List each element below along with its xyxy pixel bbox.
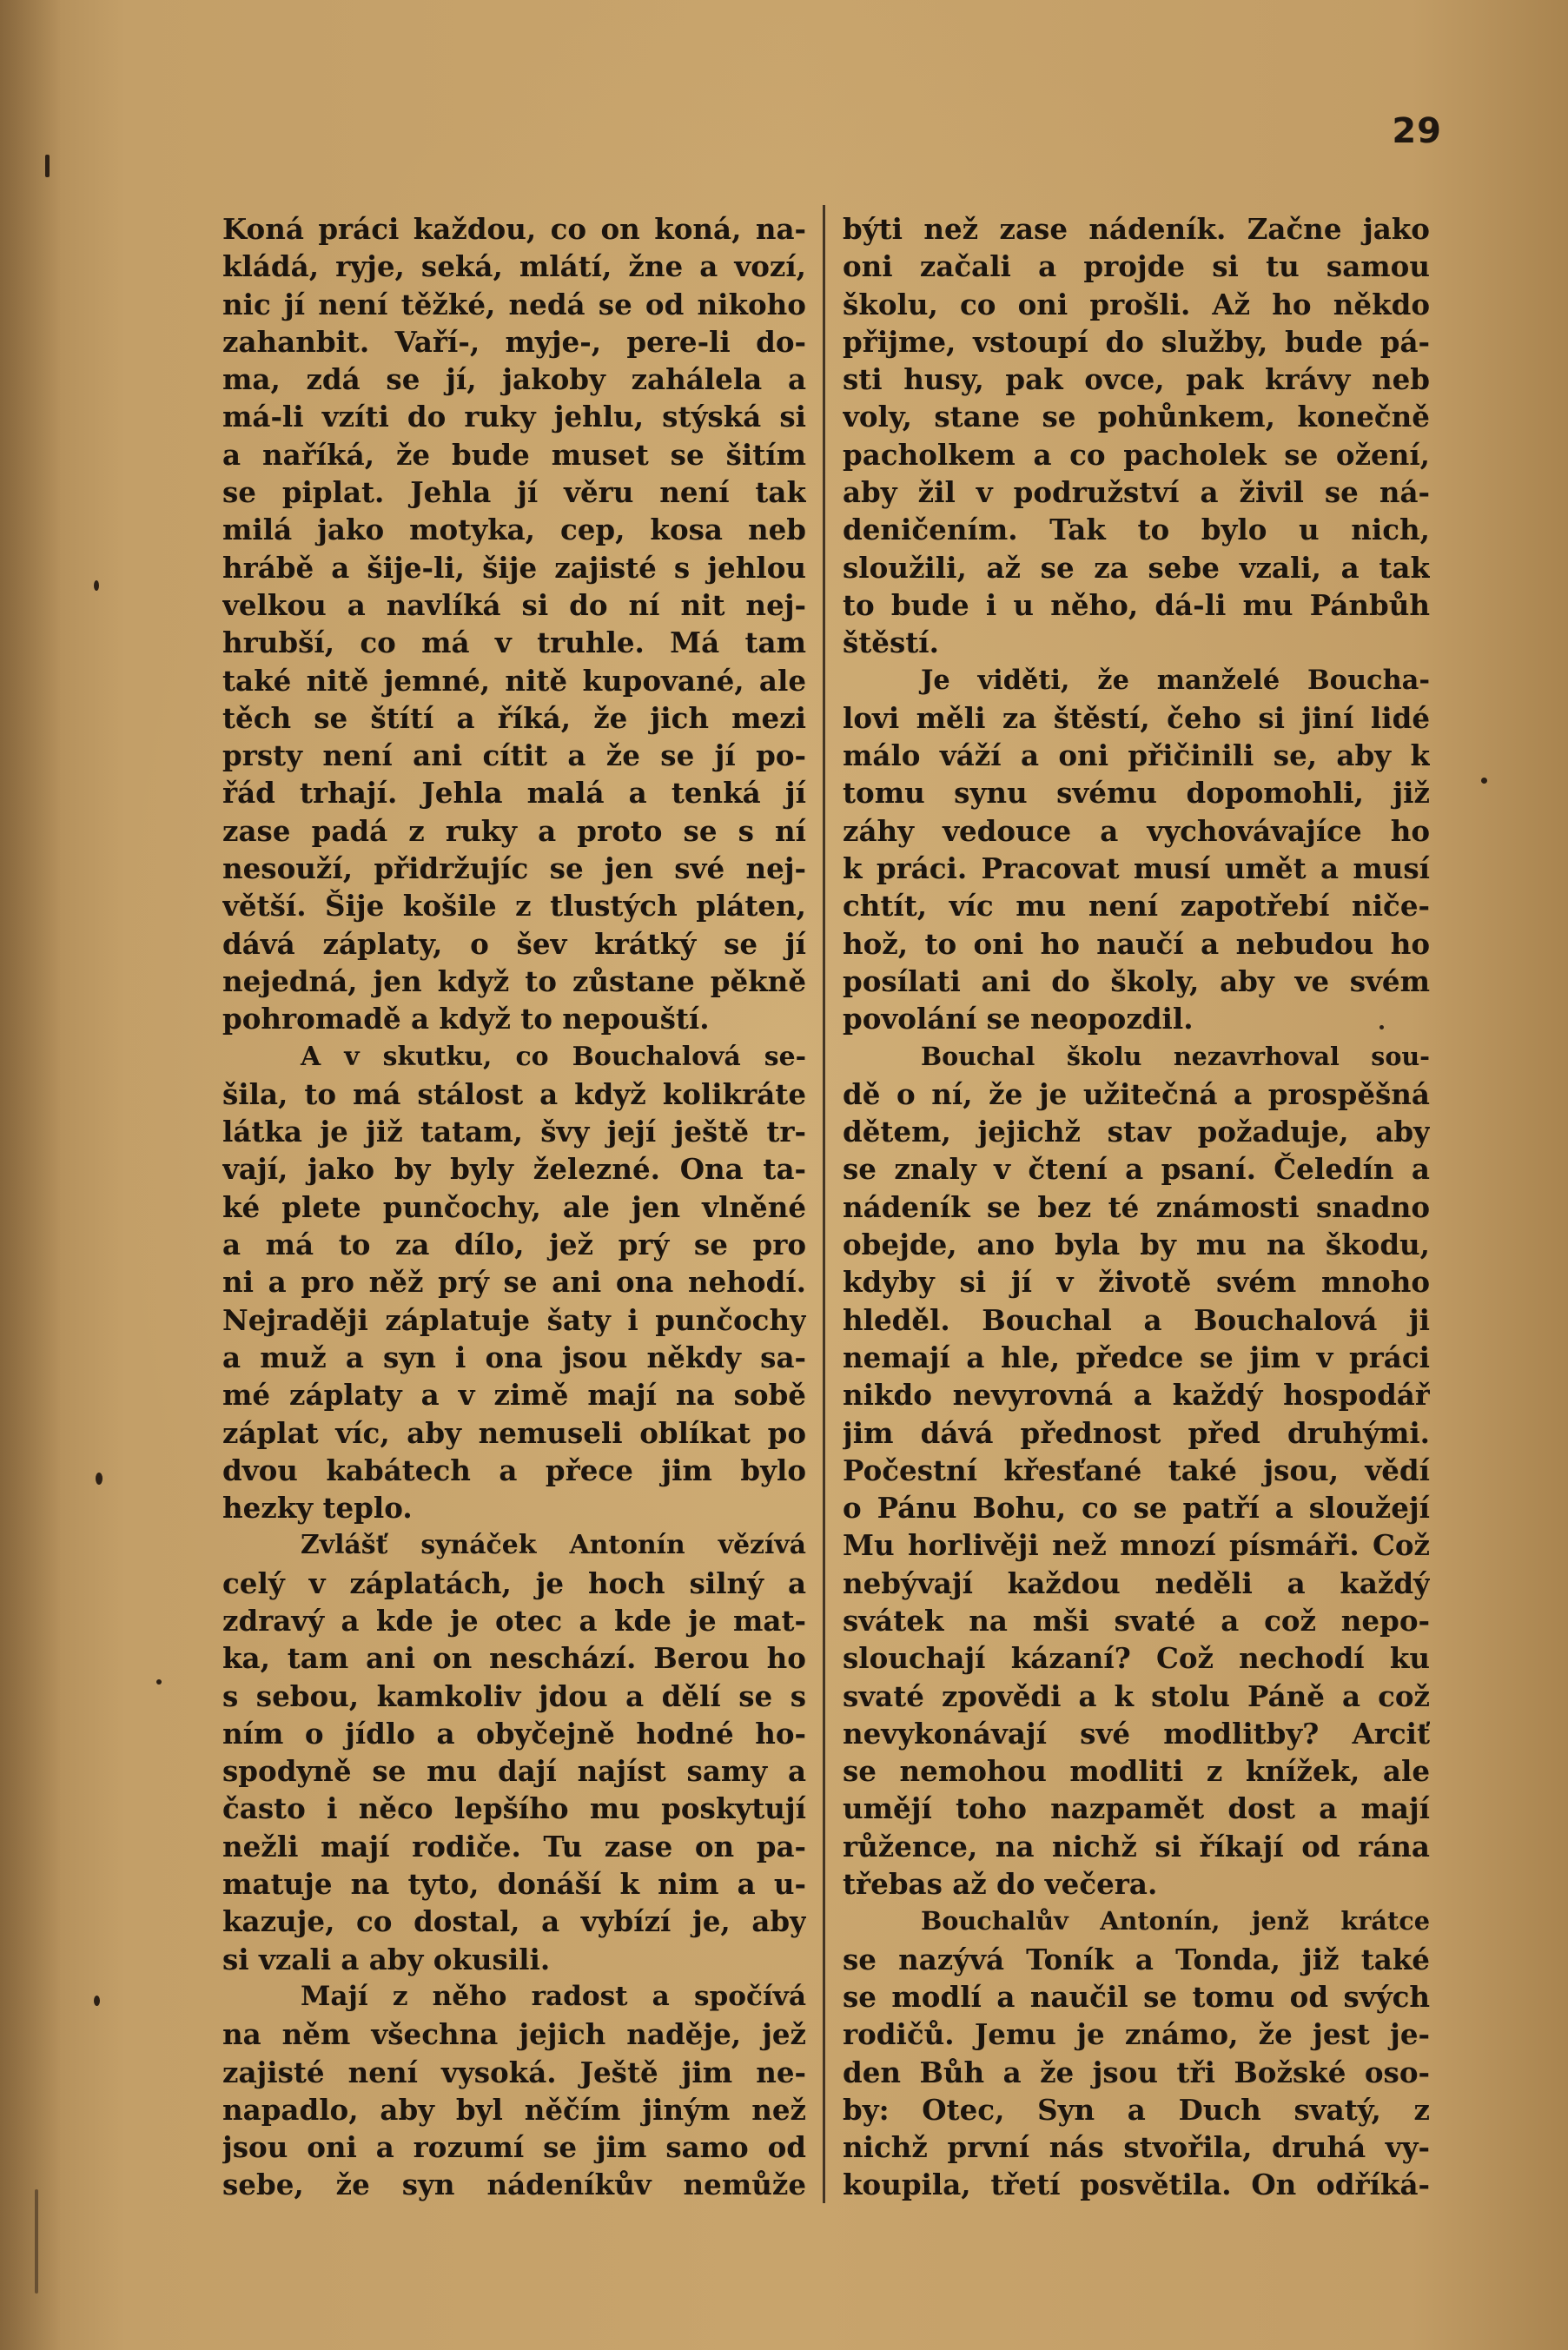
text-line: si vzali a aby okusili. bbox=[222, 1942, 551, 1976]
text-line: rodičů. Jemu je známo, že jest je- bbox=[843, 2017, 1430, 2052]
print-speck bbox=[96, 1473, 103, 1485]
text-line: spodyně se mu dají najíst samy a bbox=[222, 1754, 806, 1789]
text-line: ké plete punčochy, ale jen vlněné bbox=[222, 1189, 806, 1224]
text-line: matuje na tyto, donáší k nim a u- bbox=[222, 1867, 806, 1902]
text-line: se nazývá Toník a Tonda, již také bbox=[843, 1942, 1430, 1976]
text-line: býti než zase nádeník. Začne jako bbox=[843, 212, 1430, 246]
text-line: nemají a hle, předce se jim v práci bbox=[843, 1340, 1430, 1374]
text-line: oni začali a projde si tu samou bbox=[843, 249, 1430, 284]
text-line: často i něco lepšího mu poskytují bbox=[222, 1791, 806, 1826]
text-line: větší. Šije košile z tlustých pláten, bbox=[222, 889, 806, 923]
text-line: ma, zdá se jí, jakoby zahálela a bbox=[222, 362, 806, 397]
text-line: zahanbit. Vaří-, myje-, pere-li do- bbox=[222, 324, 806, 359]
text-line: nevykonávají své modlitby? Arciť bbox=[843, 1716, 1430, 1751]
print-speck bbox=[1481, 778, 1487, 784]
text-line: svátek na mši svaté a což nepo- bbox=[843, 1603, 1430, 1638]
text-line: Nejraději záplatuje šaty i punčochy bbox=[222, 1302, 806, 1337]
text-line: kdyby si jí v životě svém mnoho bbox=[843, 1265, 1430, 1300]
text-line: kazuje, co dostal, a vybízí je, aby bbox=[222, 1904, 806, 1939]
text-line: to bude i u něho, dá-li mu Pánbůh bbox=[843, 587, 1430, 622]
page-binding-shadow bbox=[0, 0, 61, 2350]
text-line: dětem, jejichž stav požaduje, aby bbox=[843, 1115, 1430, 1149]
text-line: s sebou, kamkoliv jdou a dělí se s bbox=[222, 1678, 806, 1713]
text-line: sloužili, až se za sebe vzali, a tak bbox=[843, 550, 1430, 585]
print-speck bbox=[94, 580, 99, 591]
text-line: nejedná, jen když to zůstane pěkně bbox=[222, 963, 806, 998]
text-line: vají, jako by byly železné. Ona ta- bbox=[222, 1152, 806, 1187]
print-speck bbox=[35, 2189, 38, 2294]
text-line: hrubší, co má v truhle. Má tam bbox=[222, 626, 806, 660]
text-line: látka je již tatam, švy její ještě tr- bbox=[222, 1115, 806, 1149]
text-line: školu, co oni prošli. Až ho někdo bbox=[843, 287, 1430, 321]
text-line: Počestní křesťané také jsou, vědí bbox=[843, 1453, 1430, 1487]
text-line: a má to za dílo, jež prý se pro bbox=[222, 1228, 806, 1262]
text-line: chtít, víc mu není zapotřebí niče- bbox=[843, 889, 1430, 923]
text-line: hezky teplo. bbox=[222, 1491, 413, 1526]
text-line: pohromadě a když to nepouští. bbox=[222, 1002, 710, 1036]
text-line: voly, stane se pohůnkem, konečně bbox=[843, 400, 1430, 434]
text-line: povolání se neopozdil. bbox=[843, 1002, 1194, 1036]
text-line: dě o ní, že je užitečná a prospěšná bbox=[843, 1076, 1430, 1111]
text-line: ka, tam ani on neschází. Berou ho bbox=[222, 1641, 806, 1676]
text-line: den Bůh a že jsou tři Božské oso- bbox=[843, 2055, 1430, 2089]
text-line: Bouchal školu nezavrhoval sou- bbox=[921, 1041, 1430, 1071]
text-line: růžence, na nichž si říkají od rána bbox=[843, 1829, 1430, 1863]
text-line: zase padá z ruky a proto se s ní bbox=[222, 813, 806, 848]
text-line: tomu synu svému dopomohli, již bbox=[843, 776, 1430, 811]
text-line: deničením. Tak to bylo u nich, bbox=[843, 513, 1430, 547]
text-line: ni a pro něž prý se ani ona nehodí. bbox=[222, 1265, 806, 1300]
print-speck bbox=[1379, 1025, 1384, 1029]
text-line: nikdo nevyrovná a každý hospodář bbox=[843, 1378, 1430, 1413]
text-line: o Pánu Bohu, co se patří a sloužejí bbox=[843, 1491, 1430, 1526]
text-line: záplat víc, aby nemuseli oblíkat po bbox=[222, 1415, 806, 1450]
text-line: nebývají každou neděli a každý bbox=[843, 1566, 1430, 1600]
column-divider bbox=[823, 205, 825, 2203]
text-line: lovi měli za štěstí, čeho si jiní lidé bbox=[843, 700, 1430, 735]
text-line: záhy vedouce a vychovávajíce ho bbox=[843, 813, 1430, 848]
text-line: dvou kabátech a přece jim bylo bbox=[222, 1453, 806, 1487]
text-line: prsty není ani cítit a že se jí po- bbox=[222, 738, 806, 773]
text-line: milá jako motyka, cep, kosa neb bbox=[222, 513, 806, 547]
text-line: mé záplaty a v zimě mají na sobě bbox=[222, 1378, 806, 1413]
text-line: umějí toho nazpamět dost a mají bbox=[843, 1791, 1430, 1826]
text-line: koupila, třetí posvětila. On odříká- bbox=[843, 2168, 1430, 2202]
text-line: šila, to má stálost a když kolikráte bbox=[222, 1076, 806, 1111]
text-line: by: Otec, Syn a Duch svatý, z bbox=[843, 2092, 1430, 2127]
text-line: ním o jídlo a obyčejně hodné ho- bbox=[222, 1716, 806, 1751]
text-line: kládá, ryje, seká, mlátí, žne a vozí, bbox=[222, 249, 806, 284]
text-line: nádeník se bez té známosti snadno bbox=[843, 1189, 1430, 1224]
text-line: Bouchalův Antonín, jenž krátce bbox=[921, 1906, 1430, 1936]
text-line: hrábě a šije-li, šije zajisté s jehlou bbox=[222, 550, 806, 585]
text-line: slouchají kázaní? Což nechodí ku bbox=[843, 1641, 1430, 1676]
text-line: Mu horlivěji než mnozí písmáři. Což bbox=[843, 1528, 1430, 1563]
text-line: obejde, ano byla by mu na škodu, bbox=[843, 1228, 1430, 1262]
text-line: svaté zpovědi a k stolu Páně a což bbox=[843, 1678, 1430, 1713]
text-line: se piplat. Jehla jí věru není tak bbox=[222, 475, 806, 510]
text-line: Je viděti, že manželé Boucha- bbox=[921, 664, 1430, 696]
print-speck bbox=[94, 1996, 100, 2006]
text-line: aby žil v podružství a živil se ná- bbox=[843, 475, 1430, 510]
text-line: a muž a syn i ona jsou někdy sa- bbox=[222, 1340, 806, 1374]
text-line: přijme, vstoupí do služby, bude pá- bbox=[843, 324, 1430, 359]
text-line: hleděl. Bouchal a Bouchalová ji bbox=[843, 1302, 1430, 1337]
text-line: A v skutku, co Bouchalová se- bbox=[301, 1041, 806, 1072]
print-speck bbox=[45, 155, 50, 177]
text-line: nic jí není těžké, nedá se od nikoho bbox=[222, 287, 806, 321]
text-line: velkou a navlíká si do ní nit nej- bbox=[222, 587, 806, 622]
text-line: napadlo, aby byl něčím jiným než bbox=[222, 2092, 806, 2127]
text-line: jim dává přednost před druhými. bbox=[843, 1415, 1430, 1450]
text-line: zdravý a kde je otec a kde je mat- bbox=[222, 1603, 806, 1638]
text-line: zajisté není vysoká. Ještě jim ne- bbox=[222, 2055, 806, 2089]
text-line: má-li vzíti do ruky jehlu, stýská si bbox=[222, 400, 806, 434]
text-line: Koná práci každou, co on koná, na- bbox=[222, 212, 806, 246]
text-line: posílati ani do školy, aby ve svém bbox=[843, 963, 1430, 998]
text-line: se znaly v čtení a psaní. Čeledín a bbox=[843, 1152, 1430, 1187]
text-line: hož, to oni ho naučí a nebudou ho bbox=[843, 926, 1430, 961]
text-line: celý v záplatách, je hoch silný a bbox=[222, 1566, 806, 1600]
left-text-column bbox=[222, 210, 806, 2204]
text-line: sti husy, pak ovce, pak krávy neb bbox=[843, 362, 1430, 397]
text-line: a naříká, že bude muset se šitím bbox=[222, 437, 806, 472]
text-line: také nitě jemné, nitě kupované, ale bbox=[222, 663, 806, 698]
text-line: sebe, že syn nádeníkův nemůže bbox=[222, 2168, 806, 2202]
text-line: pacholkem a co pacholek se ožení, bbox=[843, 437, 1430, 472]
text-line: jsou oni a rozumí se jim samo od bbox=[222, 2130, 806, 2165]
text-line: k práci. Pracovat musí umět a musí bbox=[843, 851, 1430, 886]
text-line: nichž první nás stvořila, druhá vy- bbox=[843, 2130, 1430, 2165]
text-line: se nemohou modliti z knížek, ale bbox=[843, 1754, 1430, 1789]
text-line: málo váží a oni přičinili se, aby k bbox=[843, 738, 1430, 773]
text-line: dává záplaty, o šev krátký se jí bbox=[222, 926, 806, 961]
text-line: na něm všechna jejich naděje, jež bbox=[222, 2017, 806, 2052]
print-speck bbox=[156, 1679, 162, 1685]
page-number: 29 bbox=[1392, 111, 1442, 151]
text-line: se modlí a naučil se tomu od svých bbox=[843, 1979, 1430, 2014]
text-line: třebas až do večera. bbox=[843, 1867, 1158, 1902]
text-line: nežli mají rodiče. Tu zase on pa- bbox=[222, 1829, 806, 1863]
text-line: štěstí. bbox=[843, 626, 939, 660]
text-line: Zvlášť synáček Antonín vězívá bbox=[301, 1530, 806, 1561]
text-line: těch se štítí a říká, že jich mezi bbox=[222, 700, 806, 735]
right-text-column bbox=[843, 210, 1430, 2204]
text-line: nesouží, přidržujíc se jen své nej- bbox=[222, 851, 806, 886]
text-line: řád trhají. Jehla malá a tenká jí bbox=[222, 776, 806, 811]
text-line: Mají z něho radost a spočívá bbox=[301, 1980, 806, 2012]
